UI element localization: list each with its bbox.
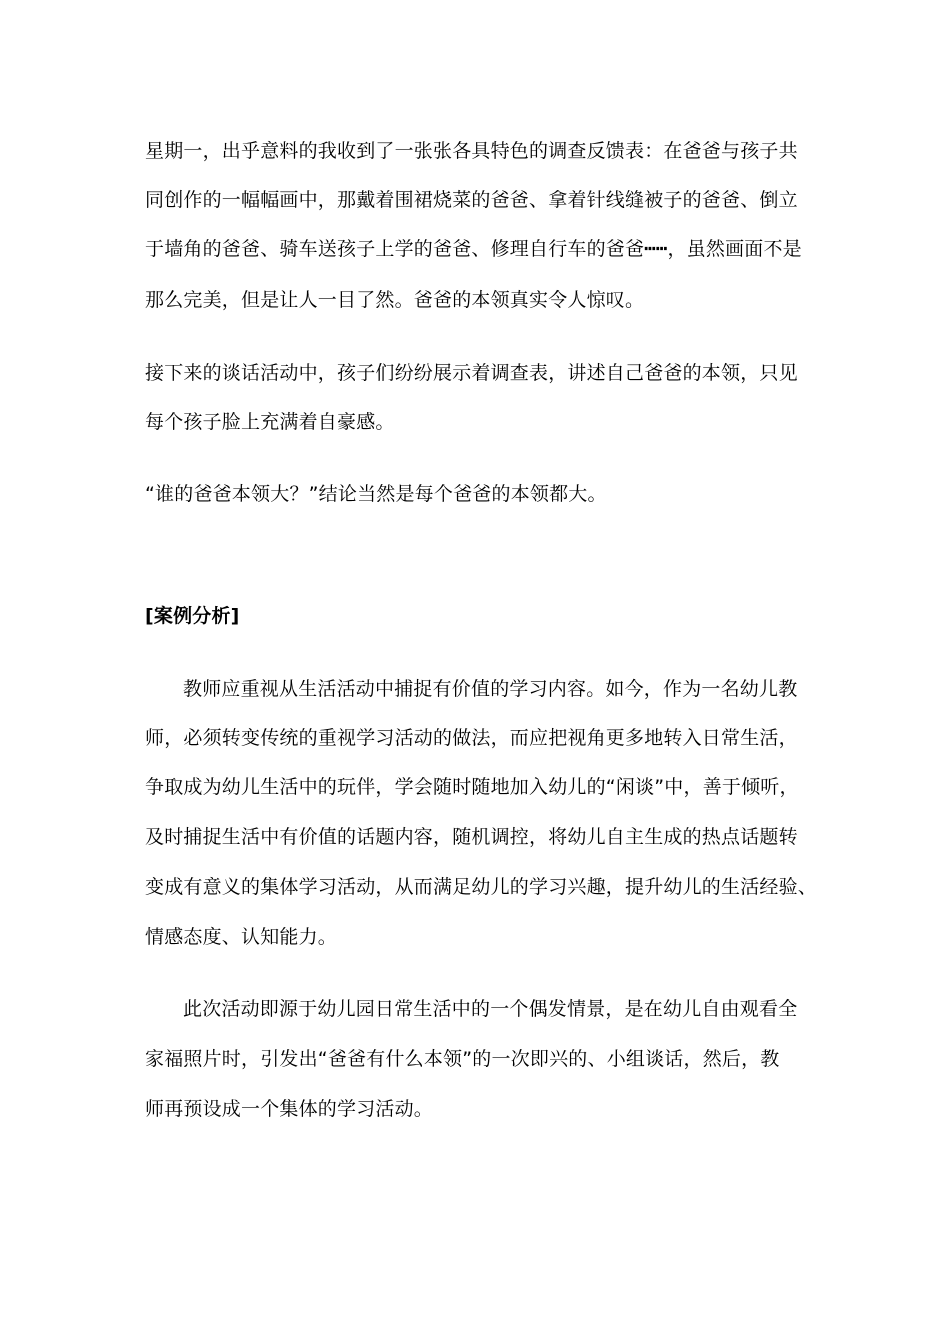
paragraph-3-line-1: “谁的爸爸本领大？”结论当然是每个爸爸的本领都大。 (145, 483, 607, 505)
paragraph-1-line-4: 那么完美，但是让人一目了然。爸爸的本领真实令人惊叹。 (145, 289, 645, 311)
paragraph-2-line-2: 每个孩子脸上充满着自豪感。 (145, 411, 395, 433)
analysis-1-line-4: 及时捕捉生活中有价值的话题内容，随机调控，将幼儿自主生成的热点话题转 (145, 826, 798, 848)
paragraph-1-line-1: 星期一，出乎意料的我收到了一张张各具特色的调查反馈表：在爸爸与孩子共 (145, 140, 798, 162)
paragraph-1-line-2: 同创作的一幅幅画中，那戴着围裙烧菜的爸爸、拿着针线缝被子的爸爸、倒立 (145, 189, 798, 211)
analysis-1-line-3: 争取成为幼儿生活中的玩伴，学会随时随地加入幼儿的“闲谈”中，善于倾听， (145, 776, 799, 798)
analysis-1-line-1: 教师应重视从生活活动中捕捉有价值的学习内容。如今，作为一名幼儿教 (183, 678, 798, 700)
analysis-2-line-3: 师再预设成一个集体的学习活动。 (145, 1098, 434, 1120)
analysis-2-line-1: 此次活动即源于幼儿园日常生活中的一个偶发情景，是在幼儿自由观看全 (183, 998, 798, 1020)
analysis-1-line-2: 师，必须转变传统的重视学习活动的做法，而应把视角更多地转入日常生活， (145, 727, 798, 749)
section-heading: [案例分析] (145, 605, 240, 627)
analysis-1-line-6: 情感态度、认知能力。 (145, 926, 338, 948)
paragraph-2-line-1: 接下来的谈话活动中，孩子们纷纷展示着调查表，讲述自己爸爸的本领，只见 (145, 362, 798, 384)
paragraph-1-line-3: 于墙角的爸爸、骑车送孩子上学的爸爸、修理自行车的爸爸┅┅，虽然画面不是 (145, 238, 802, 260)
analysis-2-line-2: 家福照片时，引发出“爸爸有什么本领”的一次即兴的、小组谈话，然后，教 (145, 1048, 780, 1070)
analysis-1-line-5: 变成有意义的集体学习活动，从而满足幼儿的学习兴趣，提升幼儿的生活经验、 (145, 876, 818, 898)
